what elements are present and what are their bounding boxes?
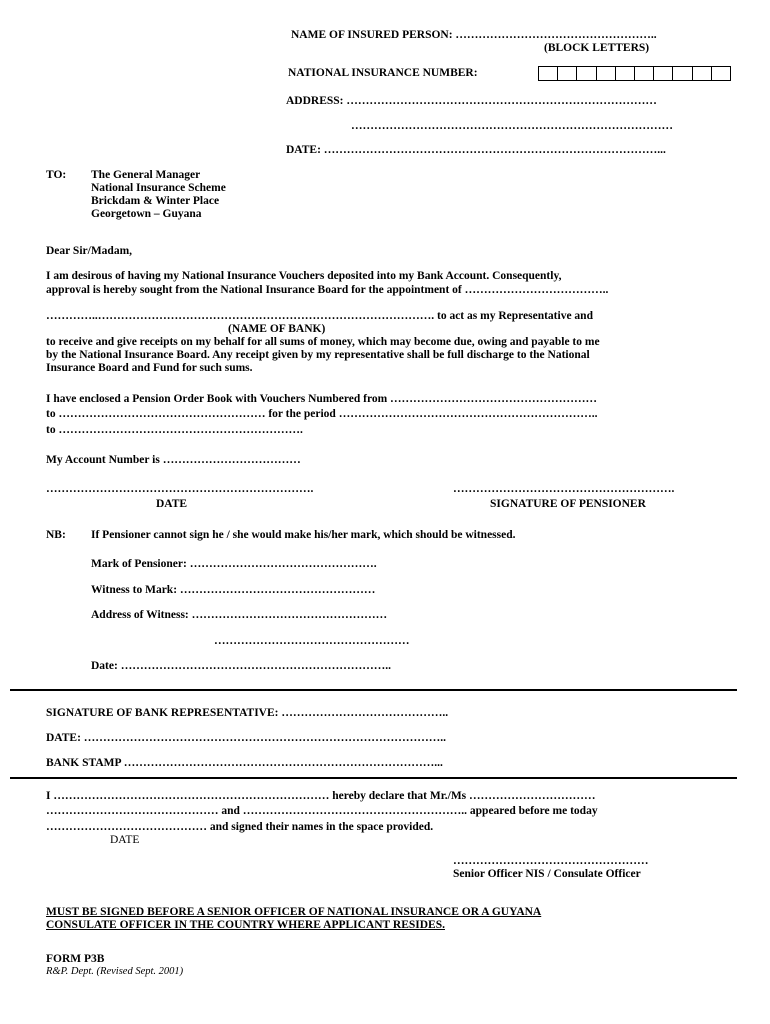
bank-name-field[interactable]: …………..……………………………………………………………………………. to act as my Representative and — [46, 310, 593, 322]
vouchers-from-field[interactable]: I have enclosed a Pension Order Book with Vouchers Numbered from ……………………………………………… — [46, 393, 598, 405]
address-field[interactable]: ADDRESS: ……………………………………………………………………… — [286, 95, 657, 107]
date-caption: DATE — [156, 498, 188, 510]
paragraph-1-line-2[interactable]: approval is hereby sought from the National Insurance Board for the appointment of ……………………………….. — [46, 284, 609, 296]
witness-date-field[interactable]: Date: …………………………………………………………….. — [91, 660, 391, 672]
paragraph-1-line-1: I am desirous of having my National Insurance Vouchers deposited into my Bank Account. Consequently, — [46, 270, 562, 282]
bank-date-field[interactable]: DATE: ………………………………………………………………………………….. — [46, 732, 447, 744]
ni-number-label: NATIONAL INSURANCE NUMBER: — [288, 67, 478, 79]
notice-line-2: CONSULATE OFFICER IN THE COUNTRY WHERE APPLICANT RESIDES. — [46, 919, 445, 931]
witness-address-field-line2[interactable]: …………………………………………… — [214, 635, 410, 647]
vouchers-to-period-field[interactable]: to ……………………………………………… for the period ………………………………………………………….. — [46, 408, 598, 420]
bank-stamp-field[interactable]: BANK STAMP ………………………………………………………………………... — [46, 757, 443, 769]
name-of-bank-caption: (NAME OF BANK) — [228, 323, 326, 335]
declaration-date-caption: DATE — [110, 834, 140, 846]
paragraph-2-line-4: Insurance Board and Fund for such sums. — [46, 362, 253, 374]
officer-caption: Senior Officer NIS / Consulate Officer — [453, 868, 641, 880]
to-line-1: The General Manager — [91, 169, 201, 181]
period-to-field[interactable]: to ………………………………………………………. — [46, 424, 303, 436]
declaration-line-2[interactable]: ……………………………………… and ………………………………………………….. appeared before me today — [46, 805, 598, 817]
to-line-4: Georgetown – Guyana — [91, 208, 202, 220]
signature-caption: SIGNATURE OF PENSIONER — [490, 498, 646, 510]
section-divider — [10, 777, 737, 779]
section-divider — [10, 689, 737, 691]
paragraph-2-line-3: by the National Insurance Board. Any receipt given by my representative shall be full discharge to the National — [46, 349, 590, 361]
paragraph-2-line-2: to receive and give receipts on my behalf for all sums of money, which may become due, owing and payable to me — [46, 336, 600, 348]
declaration-line-1[interactable]: I ……………………………………………………………… hereby declare that Mr./Ms …………………………… — [46, 790, 596, 802]
nb-text: If Pensioner cannot sign he / she would make his/her mark, which should be witnessed. — [91, 529, 516, 541]
address-field-line2[interactable]: ………………………………………………………………………… — [351, 120, 673, 132]
notice-line-1: MUST BE SIGNED BEFORE A SENIOR OFFICER OF NATIONAL INSURANCE OR A GUYANA — [46, 906, 542, 918]
block-letters-note: (BLOCK LETTERS) — [544, 42, 650, 54]
salutation: Dear Sir/Madam, — [46, 245, 133, 257]
to-label: TO: — [46, 169, 67, 181]
officer-signature-field[interactable]: …………………………………………… — [453, 855, 649, 867]
form-revision: R&P. Dept. (Revised Sept. 2001) — [46, 966, 184, 977]
nb-label: NB: — [46, 529, 66, 541]
declaration-line-3[interactable]: …………………………………… and signed their names in the space provided. — [46, 821, 434, 833]
witness-address-field[interactable]: Address of Witness: …………………………………………… — [91, 609, 388, 621]
to-line-3: Brickdam & Winter Place — [91, 195, 220, 207]
pensioner-date-field[interactable]: ……………………………………………………………. — [46, 483, 314, 495]
witness-to-mark-field[interactable]: Witness to Mark: …………………………………………… — [91, 584, 376, 596]
bank-signature-field[interactable]: SIGNATURE OF BANK REPRESENTATIVE: …………………………………….. — [46, 707, 449, 719]
header-date-field[interactable]: DATE: ……………………………………………………………………………... — [286, 144, 666, 156]
pensioner-signature-field[interactable]: …………………………………………………. — [453, 483, 675, 495]
ni-number-boxes[interactable] — [538, 66, 731, 81]
mark-of-pensioner-field[interactable]: Mark of Pensioner: …………………………………………. — [91, 558, 377, 570]
insured-name-field[interactable]: NAME OF INSURED PERSON: …………………………………………….. — [291, 29, 657, 41]
account-number-field[interactable]: My Account Number is ……………………………… — [46, 454, 301, 466]
form-number: FORM P3B — [46, 953, 105, 965]
to-line-2: National Insurance Scheme — [91, 182, 226, 194]
